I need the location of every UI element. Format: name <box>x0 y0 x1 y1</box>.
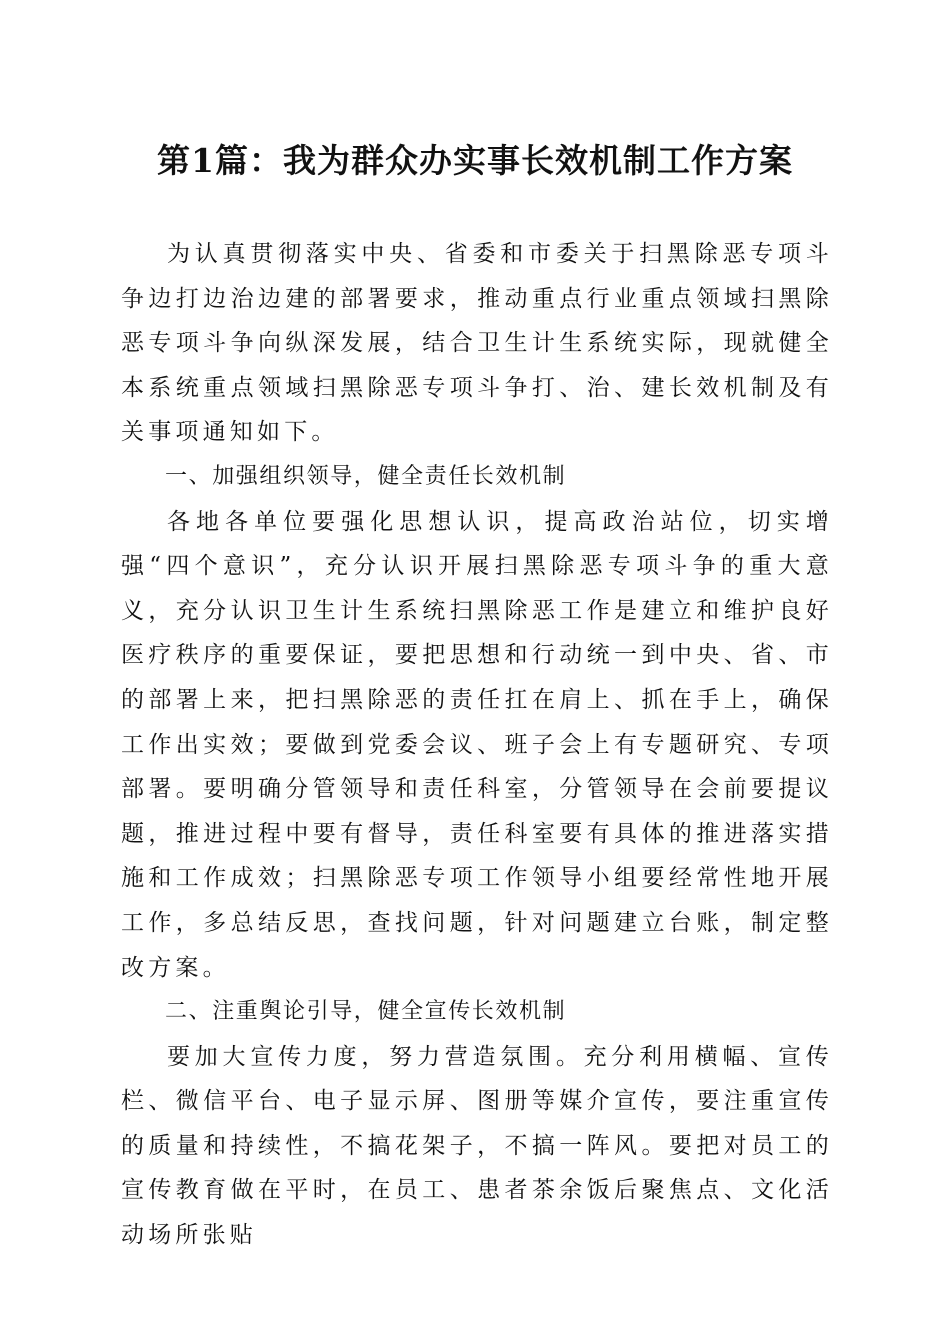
section-1-paragraph: 各地各单位要强化思想认识，提高政治站位，切实增强“四个意识”，充分认识开展扫黑除恶专项斗争的重大意义，充分认识卫生计生系统扫黑除恶工作是建立和维护良好医疗秩序的重要保证，要把思想和行动统一到中央、省、市的部署上来，把扫黑除恶的责任扛在肩上、抓在手上，确保工作出实效；要做到党委会议、班子会上有专题研究、专项部署。要明确分管领导和责任科室，分管领导在会前要提议题，推进过程中要有督导，责任科室要有具体的推进落实措施和工作成效；扫黑除恶专项工作领导小组要经常性地开展工作，多总结反思，查找问题，针对问题建立台账，制定整改方案。 <box>121 508 833 981</box>
document-body <box>121 232 833 1258</box>
document-title: 第1篇：我为群众办实事长效机制工作方案 <box>157 141 793 180</box>
section-2-heading: 二、注重舆论引导，健全宣传长效机制 <box>165 999 567 1025</box>
section-2-paragraph: 要加大宣传力度，努力营造氛围。充分利用横幅、宣传栏、微信平台、电子显示屏、图册等媒介宣传，要注重宣传的质量和持续性，不搞花架子，不搞一阵风。要把对员工的宣传教育做在平时，在员工、患者茶余饭后聚焦点、文化活动场所张贴 <box>121 1043 833 1249</box>
section-1-heading: 一、加强组织领导，健全责任长效机制 <box>165 463 567 489</box>
intro-paragraph: 为认真贯彻落实中央、省委和市委关于扫黑除恶专项斗争边打边治边建的部署要求，推动重点行业重点领域扫黑除恶专项斗争向纵深发展，结合卫生计生系统实际，现就健全本系统重点领域扫黑除恶专项斗争打、治、建长效机制及有关事项通知如下。 <box>121 241 833 446</box>
